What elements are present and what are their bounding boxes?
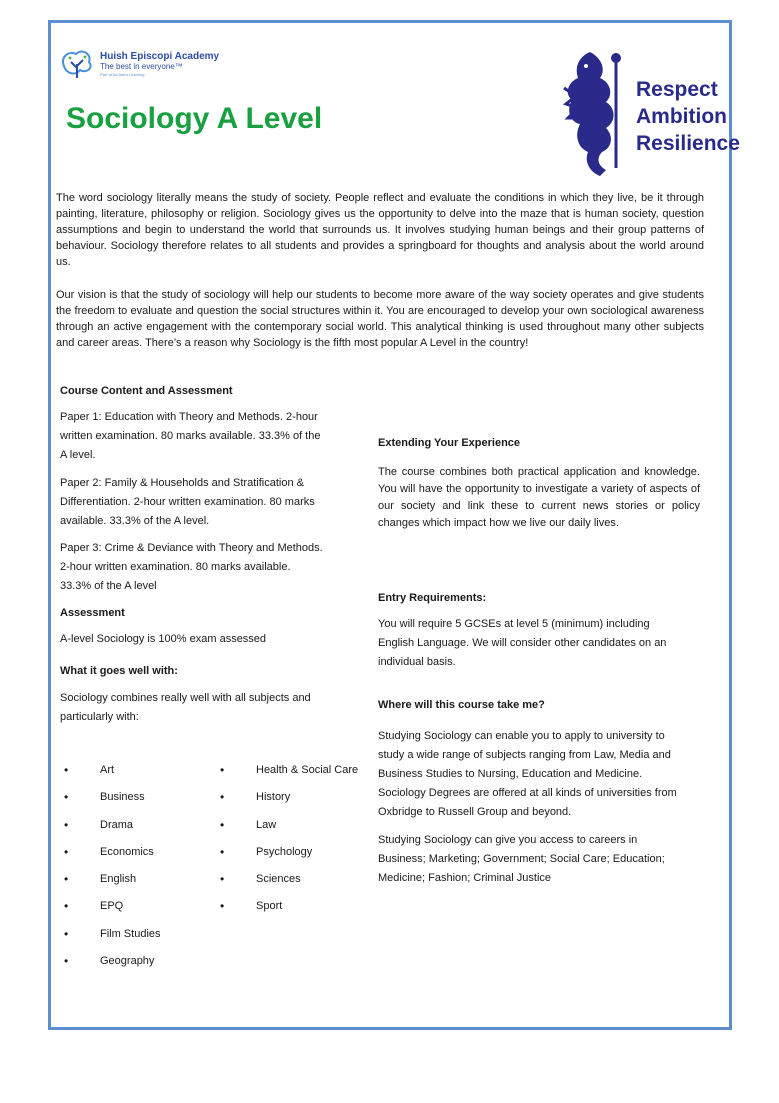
assessment-text: A-level Sociology is 100% exam assessed — [60, 633, 267, 645]
intro-paragraph-1: The word sociology literally means the study of society. People reflect and evaluate the conditions in which they live, be it through painting, literature, philosophy or religion. Sociology gives us the opportunity to delve into the maze that is human society, question assumptions and begin to understand the world that surrounds us. It involves studying human beings and their group patterns of behaviour. Sociology therefore relates to all students and provides a springboard for thoughts and analysis about the world around us. — [56, 192, 704, 268]
goes-well-with-heading: What it goes well with: — [60, 665, 178, 677]
page-title: Sociology A Level — [66, 102, 323, 135]
list-item: • Economics — [64, 846, 161, 873]
value-respect: Respect — [636, 78, 718, 101]
where-heading: Where will this course take me? — [378, 699, 545, 711]
list-item: • History — [220, 791, 358, 818]
list-item: • Sport — [220, 900, 358, 927]
academy-logo — [58, 48, 218, 80]
entry-requirements-text: You will require 5 GCSEs at level 5 (minimum) including English Language. We will consider other candidates on an individual basis. — [378, 618, 667, 668]
list-item: • Business — [64, 791, 161, 818]
paper-1-text: Paper 1: Education with Theory and Methods. 2-hour written examination. 80 marks available. 33.3% of the A level. — [60, 411, 321, 461]
paper-2-text: Paper 2: Family & Households and Stratification & Differentiation. 2-hour written examination. 80 marks available. 33.3% of the A level. — [60, 477, 315, 527]
academy-tagline: The best in everyone™ — [100, 62, 183, 71]
paper-3-text: Paper 3: Crime & Deviance with Theory and Methods. 2-hour written examination. 80 marks available. 33.3% of the A level — [60, 542, 323, 592]
goes-well-with-text: Sociology combines really well with all subjects and particularly with: — [60, 692, 311, 723]
list-item: • English — [64, 873, 161, 900]
extending-heading: Extending Your Experience — [378, 437, 521, 449]
list-item: • Film Studies — [64, 928, 161, 955]
academy-name: Huish Episcopi Academy — [100, 51, 220, 62]
list-item: • Art — [64, 764, 161, 791]
where-text-1: Studying Sociology can enable you to apply to university to study a wide range of subjects ranging from Law, Media and Business Studies to Nursing, Education and Medicine. Sociology Degrees are offered at all kinds of universities from Oxbridge to Russell Group and beyond. — [378, 730, 677, 818]
subject-list-2 — [220, 764, 358, 928]
intro-paragraph-2: Our vision is that the study of sociology will help our students to become more aware of the way society operates and give students the freedom to evaluate and question the social structures within it. You are encouraged to develop your own sociological awareness through an active engagement with the contemporary social world. This analytical thinking is used throughout many other subjects and career areas. There’s a reason why Sociology is the fifth most popular A Level in the country! — [56, 289, 704, 349]
academy-trust-line: Part of Ad Astra Learning — [100, 72, 145, 77]
where-text-2: Studying Sociology can give you access to careers in Business; Marketing; Government; Social Care; Education; Medicine; Fashion; Criminal Justice — [378, 834, 665, 884]
list-item: • Geography — [64, 955, 161, 982]
school-values — [636, 76, 740, 157]
assessment-heading: Assessment — [60, 607, 125, 619]
subject-list-1 — [64, 764, 161, 982]
value-ambition: Ambition — [636, 105, 727, 128]
list-item: • Psychology — [220, 846, 358, 873]
course-content-heading: Course Content and Assessment — [60, 385, 233, 397]
list-item: • Law — [220, 819, 358, 846]
list-item: • EPQ — [64, 900, 161, 927]
list-item: • Drama — [64, 819, 161, 846]
list-item: • Health & Social Care — [220, 764, 358, 791]
list-item: • Sciences — [220, 873, 358, 900]
entry-requirements-heading: Entry Requirements: — [378, 592, 487, 604]
tree-icon — [58, 48, 96, 80]
extending-text: The course combines both practical application and knowledge. You will have the opportunity to investigate a variety of aspects of our society and link these to current news stories or policy changes which impact how we live our daily lives. — [378, 466, 700, 529]
value-resilience: Resilience — [636, 132, 740, 155]
dragon-crest-icon — [560, 48, 632, 182]
